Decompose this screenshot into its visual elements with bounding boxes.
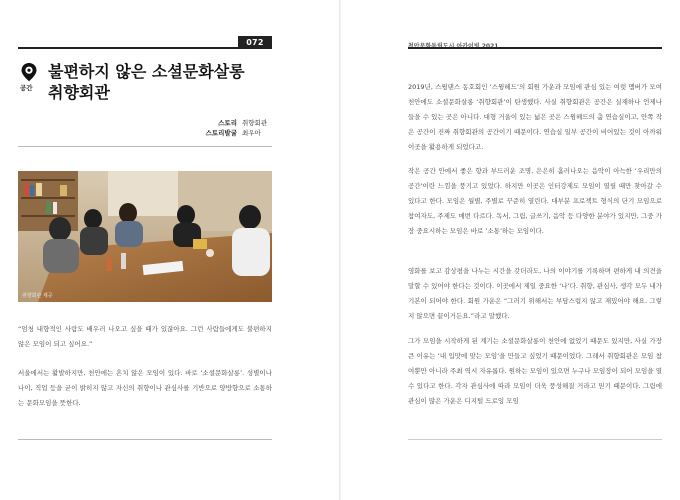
header-rule	[408, 47, 662, 49]
meeting-photo	[18, 171, 272, 302]
book-gutter	[339, 0, 341, 500]
body-paragraph: 그가 모임을 시작하게 된 계기는 소셜문화살롱이 천안에 없었기 때문도 있지만, 사실 가장 큰 이유는 ‘내 입맛에 맞는 모임’을 만들고 싶었기 때문이었다. 그래서 취향회관은 모임 참여뿐만 아니라 주최 역시 자유롭다. 원하는 모임이 있으면 누구나 모임장이 되어 모임을 열 수 있다고 한다. 각자 관심사에 따라 모임이 더욱 풍성해질 거라고 믿기 때문이다. 그림에 관심이 많은 가운은 디지털 드로잉 모임	[408, 337, 662, 405]
intro-paragraph: 서울에서는 활발하지만, 천안에는 흔치 않은 모임이 있다. 바로 ‘소셜문화살롱’. 성별이나 나이, 직업 등을 굳이 밝히지 않고 자신의 취향이나 관심사를 기반으로 양방향으로 소통하는 문화모임을 뜻한다.	[18, 369, 272, 407]
credit-label: 스토리	[218, 119, 237, 127]
divider	[408, 439, 662, 440]
page-number: 072	[238, 36, 272, 49]
credit-row	[150, 118, 272, 128]
credit-label: 스토리발굴	[205, 129, 237, 137]
divider	[18, 146, 272, 147]
body-paragraph: 작은 공간 안에서 좋은 향과 부드러운 조명, 은은히 흘러나오는 음악이 아늑한 ‘우리만의 공간’이란 느낌을 풍기고 있었다. 하지만 이곳은 인터강제도 모임이 열릴 때만 찾아갈 수 있다고 한다. 모임은 월별, 주별로 꾸준히 열린다. 대부분 프로젝트 형식의 단기 모임으로 참여자도, 주제도 매번 다르다. 독서, 그림, 글쓰기, 음악 등 다양한 분야가 있지만, 그중 가장 중요시하는 모임은 바로 ‘소통’하는 모임이다.	[408, 167, 662, 235]
credit-row	[150, 128, 272, 138]
title-line-2: 취향회관	[48, 83, 110, 102]
title-line-1: 불편하지 않은 소셜문화살롱	[48, 62, 245, 81]
category-label: 공간	[20, 84, 33, 92]
body-paragraph: 영화를 보고 감상평을 나누는 시간을 갖더라도, 나의 이야기를 기록하며 편하게 내 의견을 말할 수 있어야 한다는 것이다. 이곳에서 제일 중요한 ‘나’다. 취향, 관심사, 생각 모두 내가 기본이 되어야 한다. 회원 가운은 “그러기 위해서는 부담스럽지 않고 재밌어야 해요. 그렇지 않으면 끝이거든요.”라고 말했다.	[408, 267, 662, 320]
photo-caption: 취향회관 제공	[22, 293, 53, 299]
meeting-photo-illustration	[18, 171, 272, 302]
article-title	[48, 61, 278, 103]
header-rule	[18, 47, 272, 49]
location-pin-icon	[20, 62, 38, 82]
body-paragraph: 2019년, 스윙댄스 동호회인 ‘스윙헤드’의 회원 가운과 모임에 관심 있는 여럿 멤버가 모여 천안에도 소셜문화살롱 ‘취향회관’이 탄생했다. 사실 취향회관은 공간은 실재하나 언제나 들을 수 있는 곳은 아니다. 대형 거울이 있는 넓은 곳은 스윙헤드의 춤 연습실이고, 안쪽 작은 공간이 진짜 취향회관의 공간이기 때문이다. 연습실 일부 공간이 비어있는 것이 아까워 이곳을 활용하게 되었다고.	[408, 83, 662, 151]
pull-quote: “엄청 내향적인 사람도 배우러 나오고 싶을 때가 있잖아요. 그런 사람들에게도 불편하지 않은 모임이 되고 싶어요.”	[18, 325, 272, 348]
credits	[150, 118, 272, 138]
credit-value: 취향회관	[242, 119, 268, 127]
credit-value: 최우아	[242, 129, 261, 137]
divider	[18, 439, 272, 440]
